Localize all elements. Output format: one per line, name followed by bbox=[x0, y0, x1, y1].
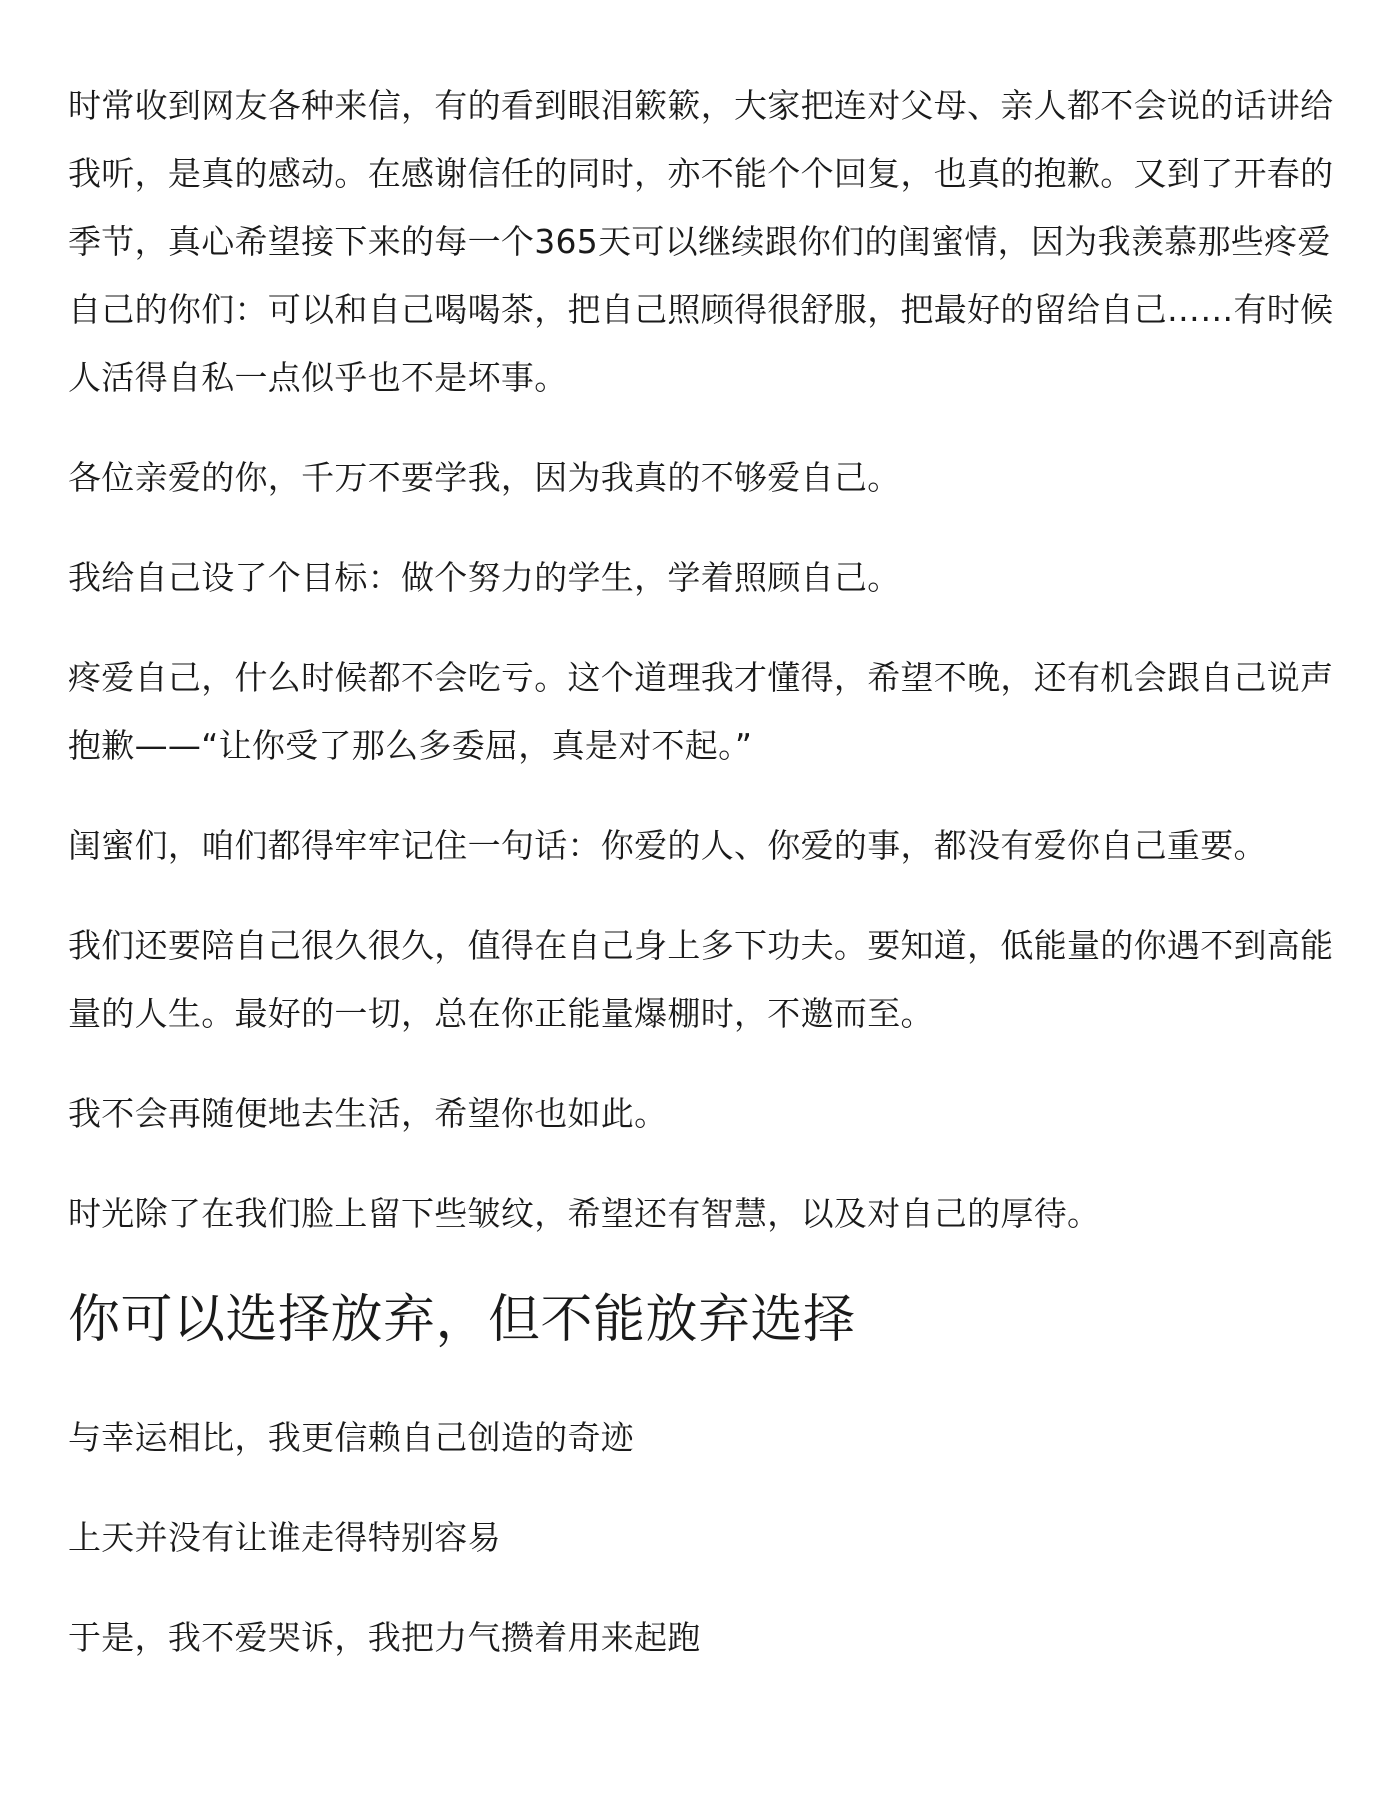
paragraph: 与幸运相比，我更信赖自己创造的奇迹 bbox=[68, 1418, 635, 1457]
paragraph: 疼爱自己，什么时候都不会吃亏。这个道理我才懂得，希望不晚，还有机会跟自己说声抱歉——“让你受了那么多委屈，真是对不起。” bbox=[68, 658, 1334, 765]
paragraph: 闺蜜们，咱们都得牢牢记住一句话：你爱的人、你爱的事，都没有爱你自己重要。 bbox=[68, 826, 1267, 865]
section-heading: 你可以选择放弃，但不能放弃选择 bbox=[68, 1290, 856, 1350]
paragraph: 各位亲爱的你，千万不要学我，因为我真的不够爱自己。 bbox=[68, 458, 901, 497]
document-body bbox=[68, 72, 1338, 1704]
paragraph: 时常收到网友各种来信，有的看到眼泪簌簌，大家把连对父母、亲人都不会说的话讲给我听，是真的感动。在感谢信任的同时，亦不能个个回复，也真的抱歉。又到了开春的季节，真心希望接下来的每一个365天可以继续跟你们的闺蜜情，因为我羡慕那些疼爱自己的你们：可以和自己喝喝茶，把自己照顾得很舒服，把最好的留给自己……有时候人活得自私一点似乎也不是坏事。 bbox=[68, 86, 1334, 397]
paragraph: 上天并没有让谁走得特别容易 bbox=[68, 1518, 501, 1557]
paragraph: 我不会再随便地去生活，希望你也如此。 bbox=[68, 1094, 668, 1133]
paragraph: 我们还要陪自己很久很久，值得在自己身上多下功夫。要知道，低能量的你遇不到高能量的人生。最好的一切，总在你正能量爆棚时，不邀而至。 bbox=[68, 926, 1334, 1033]
paragraph: 于是，我不爱哭诉，我把力气攒着用来起跑 bbox=[68, 1618, 701, 1657]
paragraph: 我给自己设了个目标：做个努力的学生，学着照顾自己。 bbox=[68, 558, 901, 597]
paragraph: 时光除了在我们脸上留下些皱纹，希望还有智慧，以及对自己的厚待。 bbox=[68, 1194, 1101, 1233]
